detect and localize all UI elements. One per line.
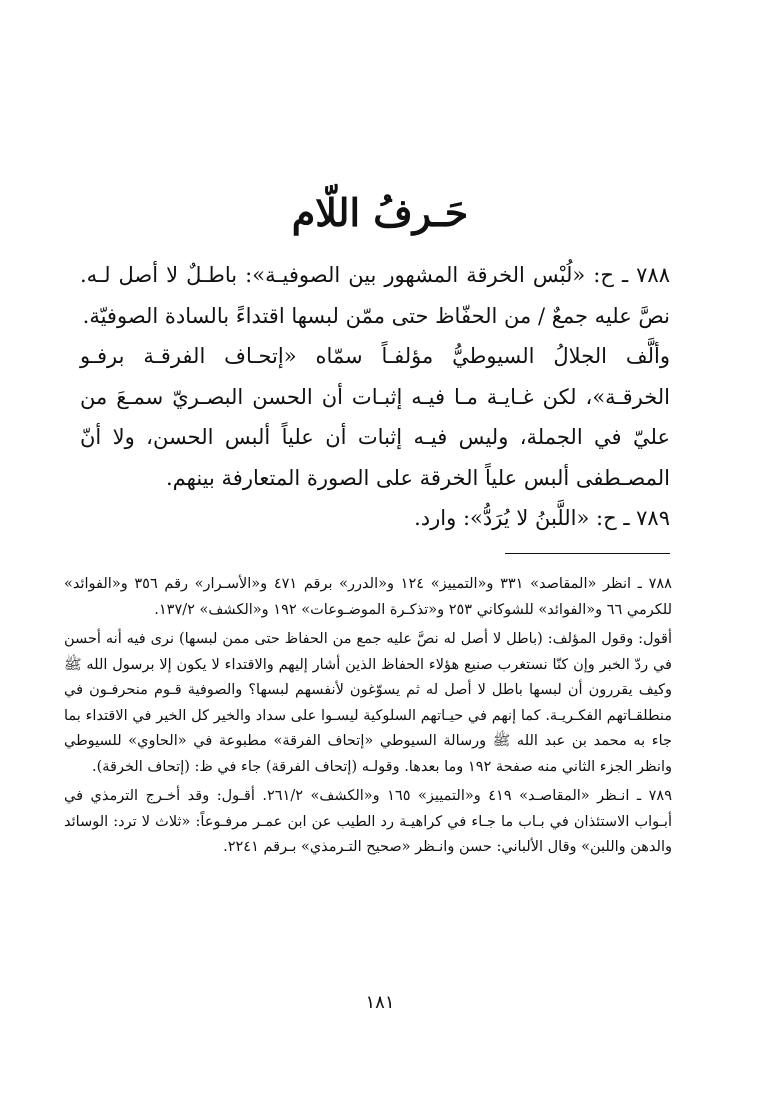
page-number: ١٨١ xyxy=(365,992,395,1013)
entry-789: ٧٨٩ ـ ح: «اللَّبنُ لا يُرَدُّ»: وارد. xyxy=(414,506,670,530)
chapter-heading: حَـرفُ اللّام xyxy=(291,190,469,235)
entry-788: ٧٨٨ ـ ح: «لُبْس الخرقة المشهور بين الصوفيـة»: باطـلٌ لا أصل لـه. نصَّ عليه جمعٌ / من الحفّاظ حتى ممّن لبسها اقتداءً بالسادة الصوفيّة. xyxy=(80,263,670,328)
footnote-788-sources: ٧٨٨ ـ انظر «المقاصد» ٣٣١ و«التمييز» ١٢٤ و«الدرر» برقم ٤٧١ و«الأسـرار» رقم ٣٥٦ و«الفوائد» للكرمي ٦٦ و«الفوائد» للشوكاني ٢٥٣ و«تذكـرة الموضـوعات» ١٩٢ و«الكشف» ١٣٧/٢. xyxy=(64,576,672,618)
entry-788-commentary: وألَّف الجلالُ السيوطيُّ مؤلفـاً سمّاه «إتحـاف الفرقـة برفـو الخرقـة»، لكن غـايـة مـا فيـه إثبـات أن الحسن البصـريّ سمـعَ من عليّ في الجملة، وليس فيـه إثبات أن علياً ألبس الحسن، ولا أنّ المصـطفى ألبس علياً الخرقة على الصورة المتعارفة بينهم. xyxy=(80,344,670,490)
footnotes xyxy=(64,572,672,865)
footnote-separator xyxy=(505,553,670,554)
footnote-789: ٧٨٩ ـ انـظر «المقاصـد» ٤١٩ و«التمييز» ١٦٥ و«الكشف» ٢٦١/٢. أقـول: وقد أخـرج الترمذي في أبـواب الاستئذان في بـاب ما جـاء في كراهيـة رد الطيب عن ابن عمـر مرفـوعاً: «ثلاث لا ترد: الوسائد والدهن واللبن» وقال الألباني: حسن وانـظر «صحيح التـرمذي» بـرقم ٢٢٤١. xyxy=(64,788,672,855)
main-text xyxy=(80,255,670,539)
footnote-788-comment: أقول: وقول المؤلف: (باطل لا أصل له نصَّ عليه جمع من الحفاظ حتى ممن لبسها) نرى فيه أنه أحسن في ردّ الخبر وإن كنّا نستغرب صنيع هؤلاء الحفاظ الذين أشار إليهم والاقتداء لا يكون إلا برسول الله ﷺ وكيف يقررون أن لبسها باطل لا أصل له ثم يسوّغون لأنفسهم لبسها؟ والصوفية قـوم منحرفـون في منطلقـاتهم الفكـريـة. كما إنهم في حيـاتهم السلوكية ليسـوا على سداد والخير كل الخير في الاقتداء بما جاء به محمد بن عبد الله ﷺ ورسالة السيوطي «إتحاف الفرقة» مطبوعة في «الحاوي» للسيوطي وانظر الجزء الثاني منه صفحة ١٩٢ وما بعدها. وقولـه (إتحاف الفرقة) جاء في ظ: (إتحاف الخرقة). xyxy=(64,631,672,775)
